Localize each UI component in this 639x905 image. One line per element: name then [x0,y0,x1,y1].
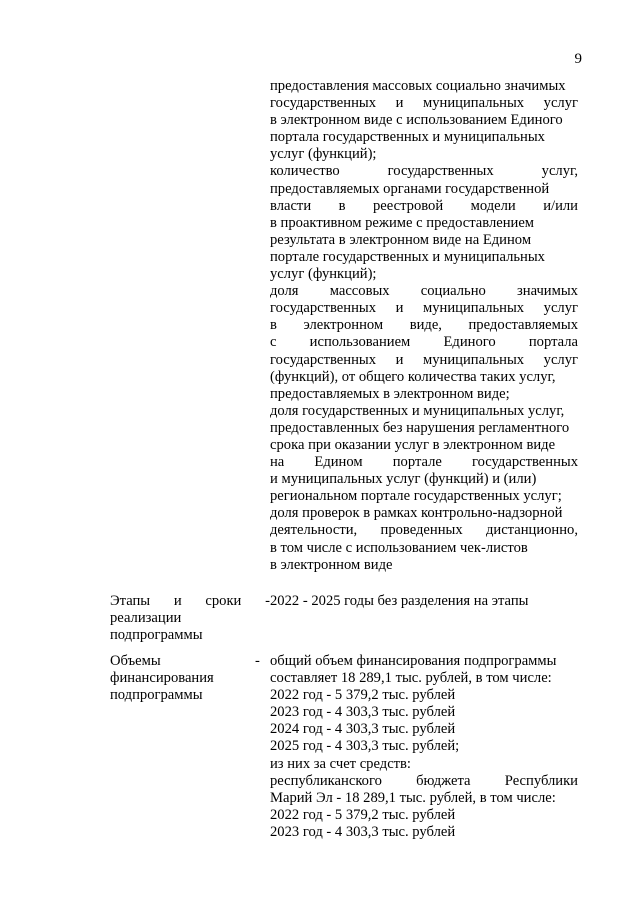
funding-line: 2022 год - 5 379,2 тыс. рублей [270,806,456,823]
indicator-line: результата в электронном виде на Едином [270,231,532,248]
funding-line: 2022 год - 5 379,2 тыс. рублей [270,687,456,704]
word: реестровой [373,197,444,214]
stages-label-line: подпрограммы [110,627,203,644]
indicator-line: и муниципальных услуг (функций) и (или) [270,471,537,488]
indicator-line [270,300,578,317]
funding-line: 2024 год - 4 303,3 тыс. рублей [270,721,456,738]
stages-label-line [110,593,270,610]
word: муниципальных [423,300,525,317]
word: деятельности, [270,522,358,539]
funding-dash: - [255,653,260,669]
funding-value [270,653,578,841]
indicator-line: услуг (функций); [270,146,377,163]
word: массовых [329,283,390,300]
indicators-block [270,78,578,574]
indicator-line [270,283,578,300]
word: услуг [543,95,578,112]
indicator-line: портала государственных и муниципальных [270,129,545,146]
funding-line [270,773,578,790]
indicator-line: срока при оказании услуг в электронном виде [270,436,556,453]
funding-label-line: подпрограммы [110,687,203,704]
indicator-line: в электронном виде с использованием Единого [270,112,563,129]
word: электронном [303,317,384,334]
indicator-line [270,522,578,539]
indicator-line [270,334,578,351]
funding-line: из них за счет средств: [270,755,411,772]
word: значимых [517,283,578,300]
funding-label-line: Объемы [110,653,161,669]
word: и [395,95,404,112]
indicator-line: доля государственных и муниципальных услуг, [270,402,565,419]
indicator-line: предоставляемых органами государственной [270,180,550,197]
funding-line: 2023 год - 4 303,3 тыс. рублей [270,823,456,840]
word: количество [270,163,340,180]
word: республиканского [270,772,382,789]
indicator-line: (функций), от общего количества таких услуг, [270,368,556,385]
word: портала [528,334,578,351]
word: в [338,197,346,214]
indicator-line: предоставленных без нарушения регламентного [270,419,570,436]
funding-label-line: финансирования [110,670,214,687]
word: модели [470,197,516,214]
indicator-line [270,317,578,334]
page-number: 9 [574,51,582,67]
word: и/или [543,197,578,214]
funding-label [110,653,260,704]
word: предоставляемых [468,317,578,334]
indicator-line: доля проверок в рамках контрольно-надзорной [270,505,563,522]
funding-line: 2023 год - 4 303,3 тыс. рублей [270,704,456,721]
indicator-line: региональном портале государственных услуг; [270,488,562,505]
indicator-line: предоставляемых в электронном виде; [270,385,510,402]
word: с [270,334,277,351]
word: портале [392,454,442,471]
word: и [395,300,404,317]
word: проведенных [380,522,463,539]
stages-label-line: реализации [110,610,182,627]
indicator-line: в проактивном режиме с предоставлением [270,214,535,231]
word: услуг [543,300,578,317]
word: - [265,593,270,609]
word: государственных [270,351,377,368]
funding-line: общий объем финансирования подпрограммы [270,653,557,669]
stages-label [110,593,270,644]
indicator-line: в электронном виде [270,556,393,573]
indicator-line [270,454,578,471]
word: бюджета [416,772,471,789]
indicator-line [270,163,578,180]
word: сроки [205,593,242,609]
word: и [395,351,404,368]
word: дистанционно, [485,522,578,539]
stages-value-text: 2022 - 2025 годы без разделения на этапы [270,593,529,609]
word: Едином [314,454,363,471]
word: государственных [387,163,494,180]
word: государственных [270,300,377,317]
indicator-line: в том числе с использованием чек-листов [270,539,528,556]
word: услуг, [541,163,578,180]
word: в [270,317,277,334]
word: Этапы [110,593,151,609]
funding-line: Марий Эл - 18 289,1 тыс. рублей, в том числе: [270,789,556,806]
indicator-line [270,352,578,369]
word: виде, [409,317,442,334]
word: и [173,593,182,609]
word: Единого [443,334,496,351]
stages-value [270,593,578,610]
word: использованием [309,334,411,351]
indicator-line [270,95,578,112]
word: муниципальных [423,351,525,368]
word: муниципальных [423,95,525,112]
word: на [270,454,285,471]
indicator-line: предоставления массовых социально значимых [270,78,566,94]
funding-line: составляет 18 289,1 тыс. рублей, в том числе: [270,670,552,687]
word: государственных [471,454,578,471]
word: услуг [543,351,578,368]
indicator-line [270,198,578,215]
funding-line: 2025 год - 4 303,3 тыс. рублей; [270,738,460,755]
word: Республики [504,772,578,789]
word: власти [270,197,312,214]
indicator-line: портале государственных и муниципальных [270,248,545,265]
word: социально [420,283,486,300]
word: доля [270,283,299,300]
indicator-line: услуг (функций); [270,266,377,283]
word: государственных [270,95,377,112]
